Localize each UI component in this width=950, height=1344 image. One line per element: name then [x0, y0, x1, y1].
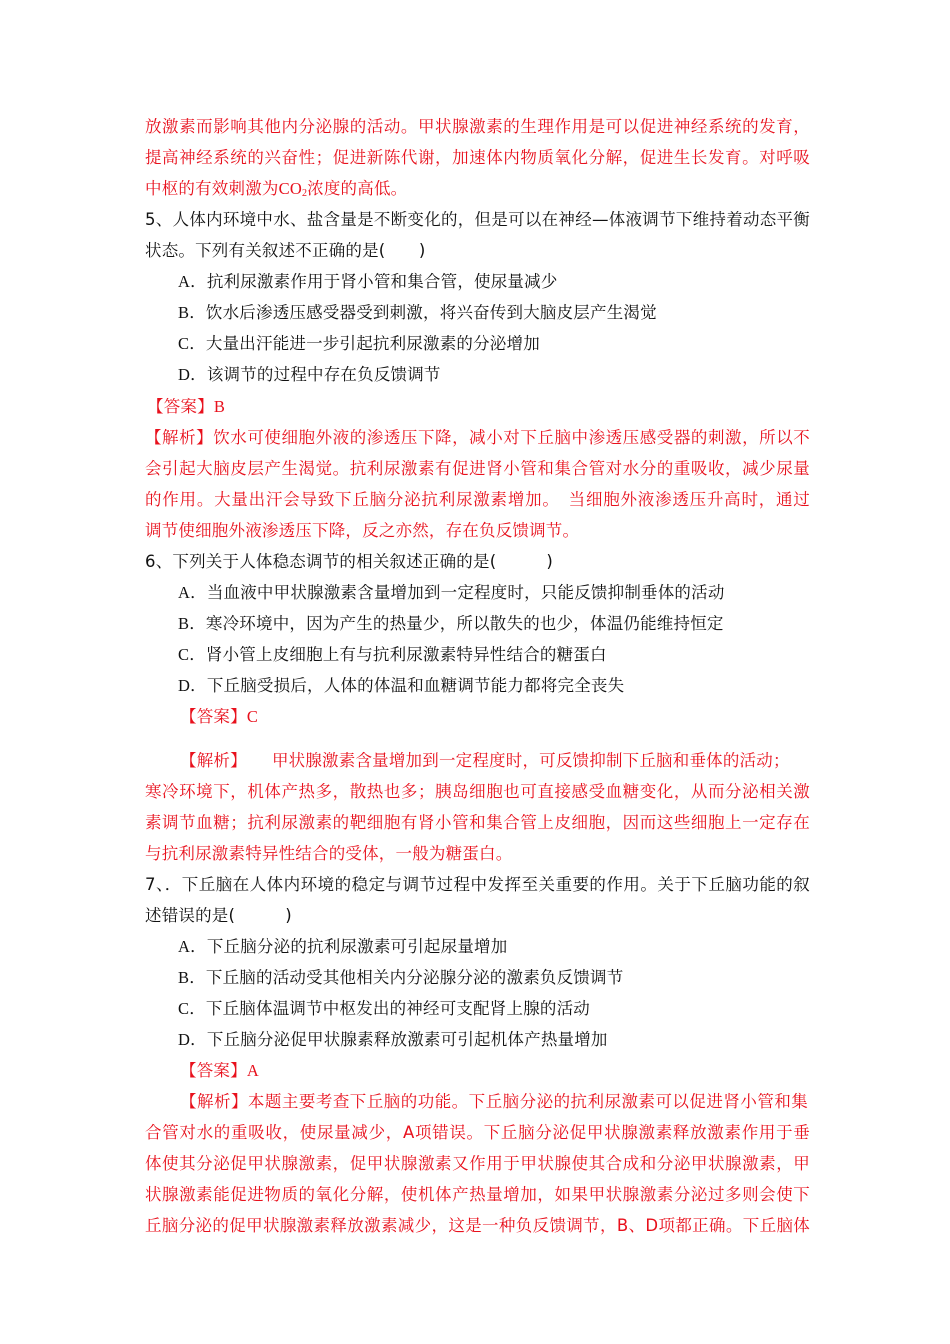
option-text: 下丘脑的活动受其他相关内分泌腺分泌的激素负反馈调节: [205, 968, 624, 987]
q5-analysis-line-1: 【解析】饮水可使细胞外液的渗透压下降，减小对下丘脑中渗透压感受器的刺激，所以不: [145, 428, 810, 447]
option-letter: D．: [178, 1030, 207, 1049]
q5-stem-line-1: 5、人体内环境中水、盐含量是不断变化的，但是可以在神经—体液调节下维持着动态平衡: [145, 210, 810, 229]
q5-option-d: [178, 364, 843, 386]
option-letter: B．: [178, 303, 206, 322]
q6-analysis-line-3: 素调节血糖；抗利尿激素的靶细胞有肾小管和集合管上皮细胞，因而这些细胞上一定存在: [145, 813, 810, 832]
option-letter: B．: [178, 968, 206, 987]
q7-stem-line-2: 述错误的是( ): [145, 906, 292, 925]
option-letter: C．: [178, 645, 206, 664]
answer-value: A: [246, 1061, 259, 1080]
q6-answer: [180, 706, 845, 728]
q7-option-d: [178, 1029, 843, 1051]
q6-option-c: [178, 644, 843, 666]
q7-analysis-line-2: 合管对水的重吸收，使尿量减少，A项错误。下丘脑分泌促甲状腺激素释放激素作用于垂: [145, 1123, 810, 1142]
q5-analysis-line-2: 会引起大脑皮层产生渴觉。抗利尿激素有促进肾小管和集合管对水分的重吸收，减少尿量: [145, 459, 810, 478]
answer-label: 【答案】: [147, 397, 214, 416]
q7-option-a: [178, 936, 843, 958]
intro-line-2: 提高神经系统的兴奋性；促进新陈代谢，加速体内物质氧化分解，促进生长发育。对呼吸: [145, 148, 810, 167]
q6-option-a: [178, 582, 843, 604]
co2-formula: [279, 179, 308, 198]
q5-analysis-line-3: 的作用。大量出汗会导致下丘脑分泌抗利尿激素增加。 当细胞外液渗透压升高时，通过: [145, 490, 810, 509]
q6-option-d: [178, 675, 843, 697]
intro-line-3-head: 中枢的有效刺激为: [145, 179, 279, 198]
option-letter: A．: [178, 583, 207, 602]
answer-value: C: [246, 707, 259, 726]
option-text: 下丘脑分泌的抗利尿激素可引起尿量增加: [206, 937, 508, 956]
q7-analysis-line-5: 丘脑分泌的促甲状腺激素释放激素减少，这是一种负反馈调节，B、D项都正确。下丘脑体: [145, 1216, 810, 1235]
option-text: 当血液中甲状腺激素含量增加到一定程度时，只能反馈抑制垂体的活动: [206, 583, 725, 602]
option-letter: D．: [178, 676, 207, 695]
q7-option-c: [178, 998, 843, 1020]
option-letter: D．: [178, 365, 207, 384]
option-text: 大量出汗能进一步引起抗利尿激素的分泌增加: [205, 334, 540, 353]
answer-label: 【答案】: [180, 707, 247, 726]
q7-analysis-line-4: 状腺激素能促进物质的氧化分解，使机体产热量增加，如果甲状腺激素分泌过多则会使下: [145, 1185, 810, 1204]
option-text: 下丘脑分泌促甲状腺素释放激素可引起机体产热量增加: [206, 1030, 608, 1049]
q7-analysis-line-3: 体使其分泌促甲状腺激素，促甲状腺激素又作用于甲状腺使其合成和分泌甲状腺激素，甲: [145, 1154, 810, 1173]
q6-analysis-line-1: 【解析】 甲状腺激素含量增加到一定程度时，可反馈抑制下丘脑和垂体的活动；: [180, 751, 790, 770]
option-text: 饮水后渗透压感受器受到刺激，将兴奋传到大脑皮层产生渴觉: [205, 303, 657, 322]
q5-answer: [147, 396, 812, 418]
option-text: 肾小管上皮细胞上有与抗利尿激素特异性结合的糖蛋白: [205, 645, 607, 664]
q6-option-b: [178, 613, 843, 635]
q6-analysis-line-2: 寒冷环境下，机体产热多，散热也多；胰岛细胞也可直接感受血糖变化，从而分泌相关激: [145, 782, 810, 801]
q5-option-a: [178, 271, 843, 293]
q7-answer: [180, 1060, 845, 1082]
intro-line-3-tail: 浓度的高低。: [307, 179, 408, 198]
co2-subscript: 2: [301, 188, 308, 199]
option-text: 下丘脑受损后，人体的体温和血糖调节能力都将完全丧失: [206, 676, 625, 695]
intro-line-1: 放激素而影响其他内分泌腺的活动。甲状腺激素的生理作用是可以促进神经系统的发育，: [145, 117, 810, 136]
q7-stem-line-1: 7、．下丘脑在人体内环境的稳定与调节过程中发挥至关重要的作用。关于下丘脑功能的叙: [145, 875, 810, 894]
option-text: 该调节的过程中存在负反馈调节: [206, 365, 441, 384]
option-letter: C．: [178, 334, 206, 353]
option-text: 下丘脑体温调节中枢发出的神经可支配肾上腺的活动: [205, 999, 591, 1018]
co2-text: CO: [278, 179, 302, 198]
option-text: 寒冷环境中，因为产生的热量少，所以散失的也少，体温仍能维持恒定: [205, 614, 724, 633]
q7-analysis-line-1: 【解析】本题主要考查下丘脑的功能。下丘脑分泌的抗利尿激素可以促进肾小管和集: [180, 1092, 808, 1111]
option-letter: C．: [178, 999, 206, 1018]
option-letter: A．: [178, 272, 207, 291]
option-text: 抗利尿激素作用于肾小管和集合管，使尿量减少: [206, 272, 558, 291]
intro-line-3: [145, 178, 810, 205]
answer-value: B: [213, 397, 226, 416]
q5-stem-line-2: 状态。下列有关叙述不正确的是( ): [145, 241, 426, 260]
q5-option-c: [178, 333, 843, 355]
q7-option-b: [178, 967, 843, 989]
q5-analysis-line-4: 调节使细胞外液渗透压下降，反之亦然，存在负反馈调节。: [145, 521, 580, 540]
q6-stem-line-1: 6、下列关于人体稳态调节的相关叙述正确的是( ): [145, 552, 554, 571]
answer-label: 【答案】: [180, 1061, 247, 1080]
q6-analysis-line-4: 与抗利尿激素特异性结合的受体，一般为糖蛋白。: [145, 844, 513, 863]
option-letter: A．: [178, 937, 207, 956]
option-letter: B．: [178, 614, 206, 633]
q5-option-b: [178, 302, 843, 324]
